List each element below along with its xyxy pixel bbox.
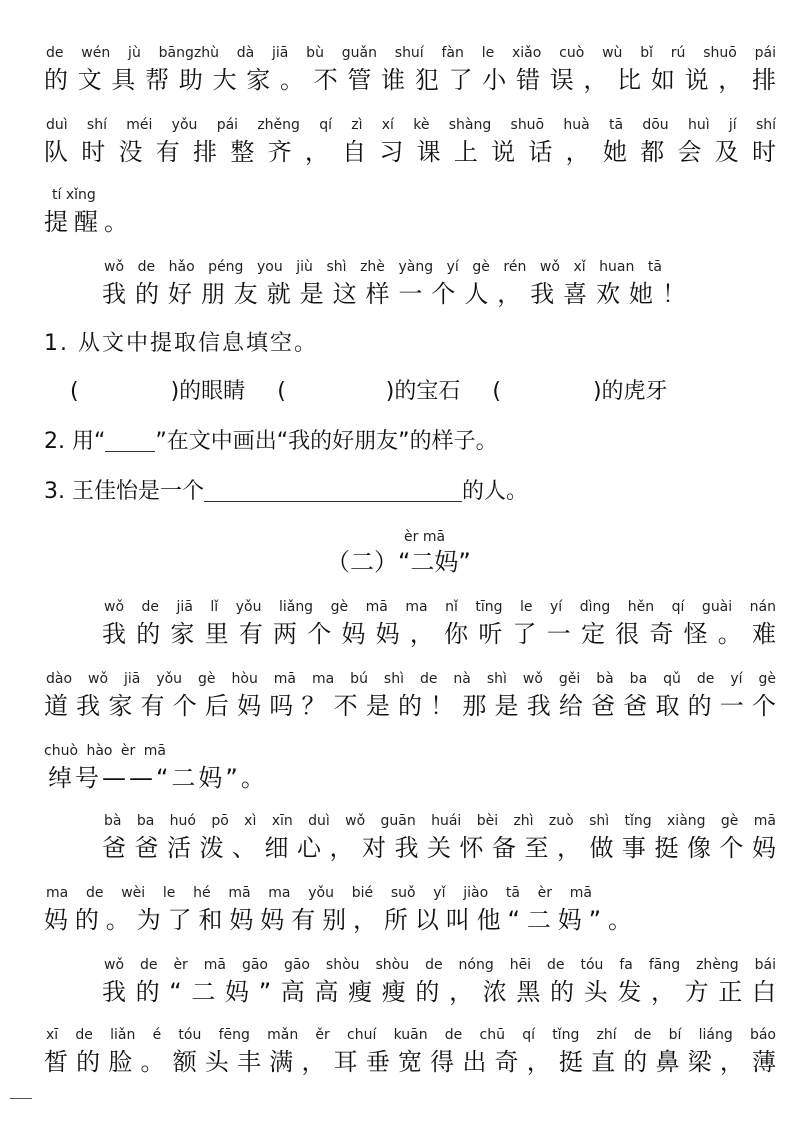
blank-label-eyes: )的眼睛	[170, 379, 246, 404]
title-pinyin: èr mā	[404, 529, 446, 545]
pinyin-line-10: wǒ de èr mā gāo gāo shòu shòu de nóng hēi de tóu fa fāng zhèng bái	[104, 957, 776, 973]
pinyin-line-8: bà ba huó pō xì xīn duì wǒ guān huái bèi zhì zuò shì tǐng xiàng gè mā	[104, 813, 776, 829]
pinyin-line-11: xī de liǎn é tóu fēng mǎn ěr chuí kuān de chū qí tǐng zhí de bí liáng báo	[46, 1027, 776, 1043]
pinyin-line-4: wǒ de hǎo péng you jiù shì zhè yàng yí gè rén wǒ xǐ huan tā	[104, 259, 662, 275]
pinyin-line-1: de wén jù bāngzhù dà jiā bù guǎn shuí fàn le xiǎo cuò wù bǐ rú shuō pái	[46, 45, 776, 61]
underline-sample	[105, 427, 155, 452]
text-line-2: 队时没有排整齐，自习课上说话，她都会及时	[44, 138, 776, 166]
pinyin-line-6: dào wǒ jiā yǒu gè hòu mā ma bú shì de nà shì wǒ gěi bà ba qǔ de yí gè	[46, 671, 776, 687]
pinyin-line-2: duì shí méi yǒu pái zhěng qí zì xí kè shàng shuō huà tā dōu huì jí shí	[46, 117, 776, 133]
text-line-5: 我的家里有两个妈妈，你听了一定很奇怪。难	[102, 620, 776, 648]
pinyin-line-9: ma de wèi le hé mā ma yǒu bié suǒ yǐ jiào tā èr mā	[46, 885, 592, 901]
text-line-9: 妈的。为了和妈妈有别，所以叫他“二妈”。	[44, 906, 632, 934]
text-line-10: 我的“二妈”高高瘦瘦的，浓黑的头发，方正白	[102, 978, 776, 1006]
question-3-start: 3. 王佳怡是一个	[44, 479, 204, 504]
paren-open-3: (	[492, 379, 501, 404]
text-line-7: 绰号——“二妈”。	[48, 764, 268, 792]
question-1: 1. 从文中提取信息填空。	[44, 331, 318, 356]
question-3-end: 的人。	[461, 479, 528, 504]
question-1-blanks	[70, 376, 770, 408]
question-2-end: ”在文中画出“我的好朋友”的样子。	[155, 429, 498, 454]
question-2-start: 2. 用“	[44, 429, 106, 454]
text-line-4: 我的好朋友就是这样一个人，我喜欢她！	[102, 280, 686, 308]
text-line-11: 皙的脸。额头丰满，耳垂宽得出奇，挺直的鼻梁，薄	[44, 1048, 776, 1076]
text-line-1: 的文具帮助大家。不管谁犯了小错误，比如说，排	[44, 66, 776, 94]
blank-label-fang: )的虎牙	[592, 379, 668, 404]
section-title: （二）“二妈”	[326, 548, 471, 576]
question-2	[44, 426, 744, 458]
paren-open-1: (	[70, 379, 79, 404]
margin-dash	[10, 1098, 32, 1099]
answer-blank[interactable]	[204, 477, 462, 502]
pinyin-line-3: tí xǐng	[52, 187, 96, 203]
paren-open-2: (	[277, 379, 286, 404]
pinyin-line-5: wǒ de jiā lǐ yǒu liǎng gè mā ma nǐ tīng le yí dìng hěn qí guài nán	[104, 599, 776, 615]
text-line-8: 爸爸活泼、细心，对我关怀备至，做事挺像个妈	[102, 834, 776, 862]
text-line-6: 道我家有个后妈吗？不是的！那是我给爸爸取的一个	[44, 692, 776, 720]
question-3	[44, 476, 744, 508]
blank-label-gem: )的宝石	[385, 379, 461, 404]
pinyin-line-7: chuò hào èr mā	[44, 743, 166, 759]
text-line-3: 提醒。	[44, 208, 134, 236]
